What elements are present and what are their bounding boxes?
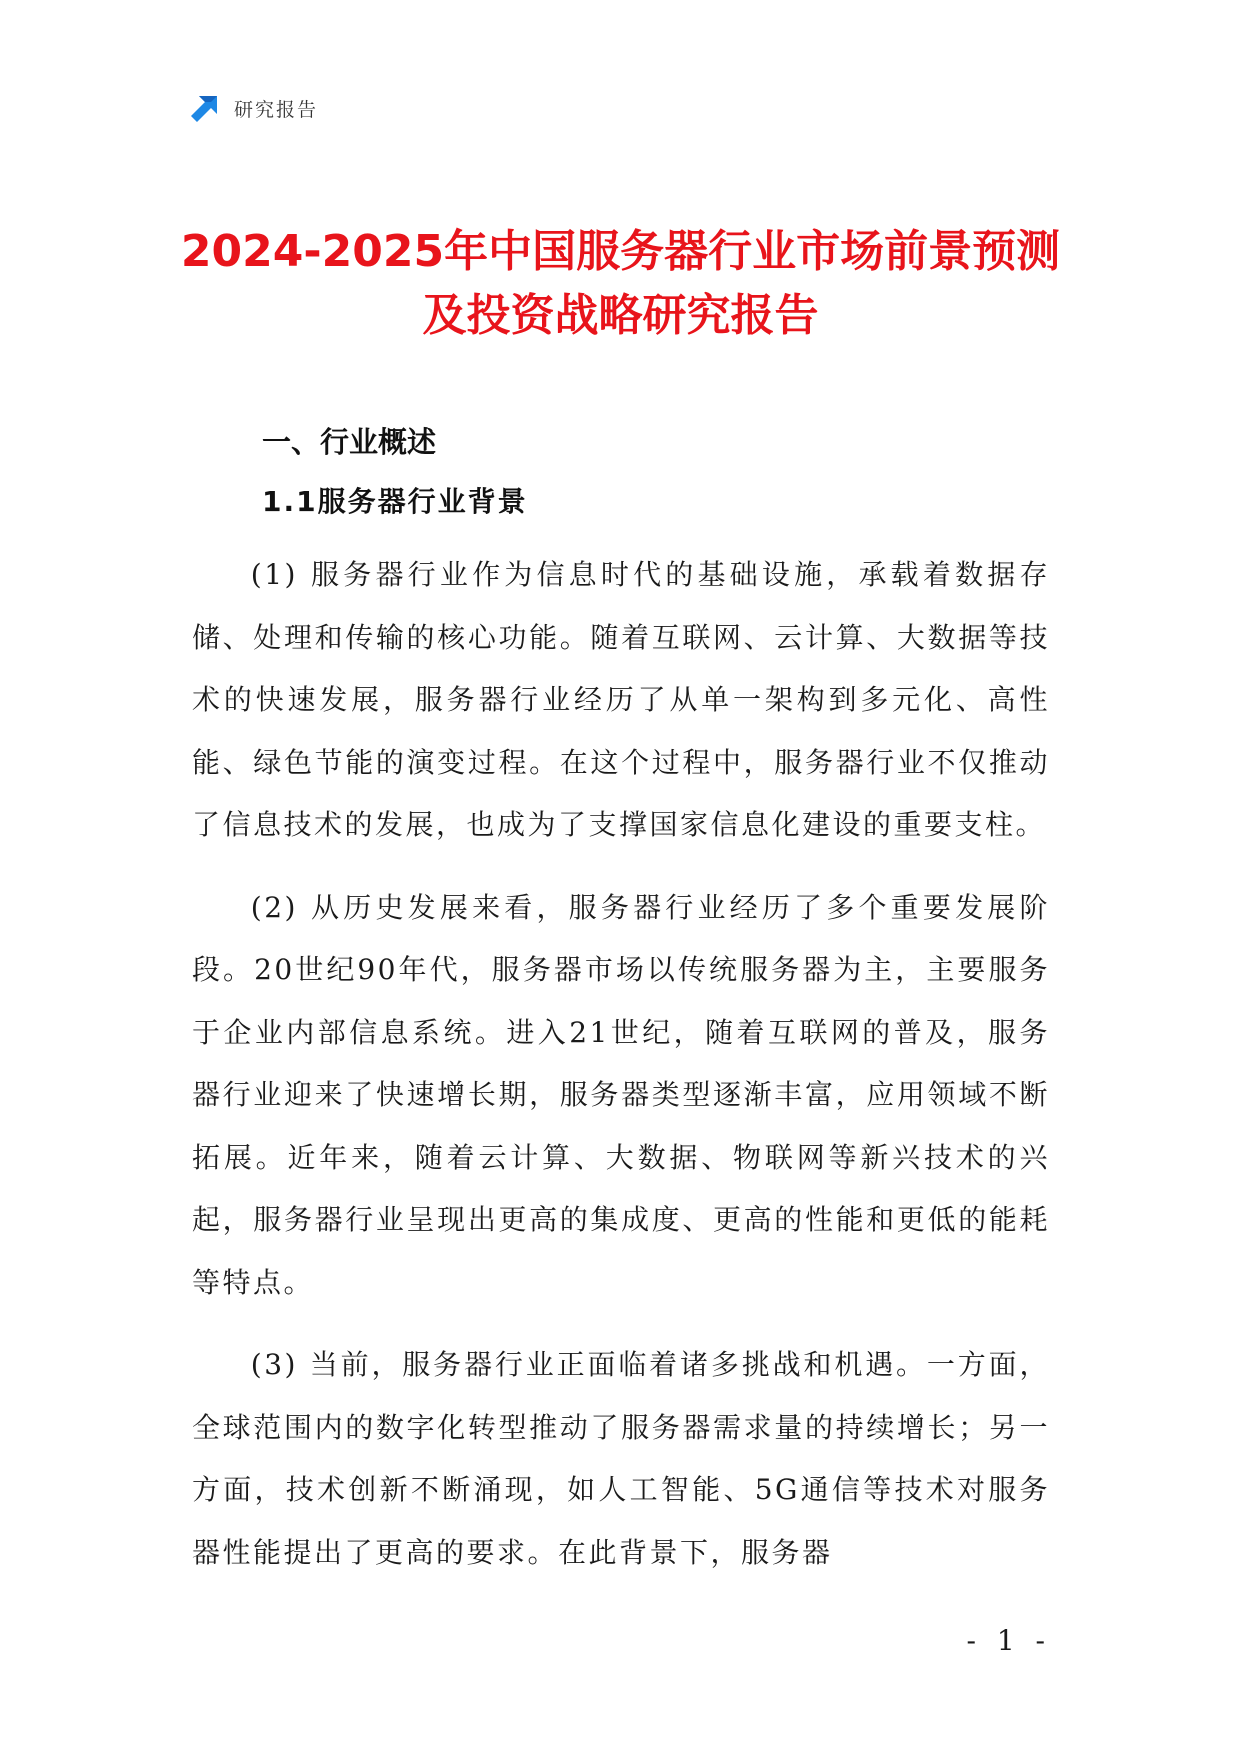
paragraph-2: (2) 从历史发展来看，服务器行业经历了多个重要发展阶段。20世纪90年代，服务器市场以传统服务器为主，主要服务于企业内部信息系统。进入21世纪，随着互联网的普及，服务器行业迎来了快速增长期，服务器类型逐渐丰富，应用领域不断拓展。近年来，随着云计算、大数据、物联网等新兴技术的兴起，服务器行业呈现出更高的集成度、更高的性能和更低的能耗等特点。 (192, 890, 1050, 1299)
title-line-2: 及投资战略研究报告 (422, 290, 819, 341)
arrow-up-right-icon (190, 93, 220, 123)
header-label: 研究报告 (234, 98, 319, 121)
paragraph-3: (3) 当前，服务器行业正面临着诸多挑战和机遇。一方面，全球范围内的数字化转型推动了服务器需求量的持续增长；另一方面，技术创新不断涌现，如人工智能、5G通信等技术对服务器性能提出了更高的要求。在此背景下，服务器 (192, 1348, 1050, 1569)
page-header (190, 92, 318, 124)
document-body (192, 420, 1050, 1584)
sub-heading: 1.1服务器行业背景 (262, 485, 528, 518)
page-number: - 1 - (966, 1624, 1051, 1657)
section-heading: 一、行业概述 (262, 425, 437, 459)
title-line-1: 2024-2025年中国服务器行业市场前景预测 (180, 226, 1061, 277)
paragraph-1: (1) 服务器行业作为信息时代的基础设施，承载着数据存储、处理和传输的核心功能。随着互联网、云计算、大数据等技术的快速发展，服务器行业经历了从单一架构到多元化、高性能、绿色节能的演变过程。在这个过程中，服务器行业不仅推动了信息技术的发展，也成为了支撑国家信息化建设的重要支柱。 (192, 558, 1050, 841)
document-title (160, 220, 1081, 348)
